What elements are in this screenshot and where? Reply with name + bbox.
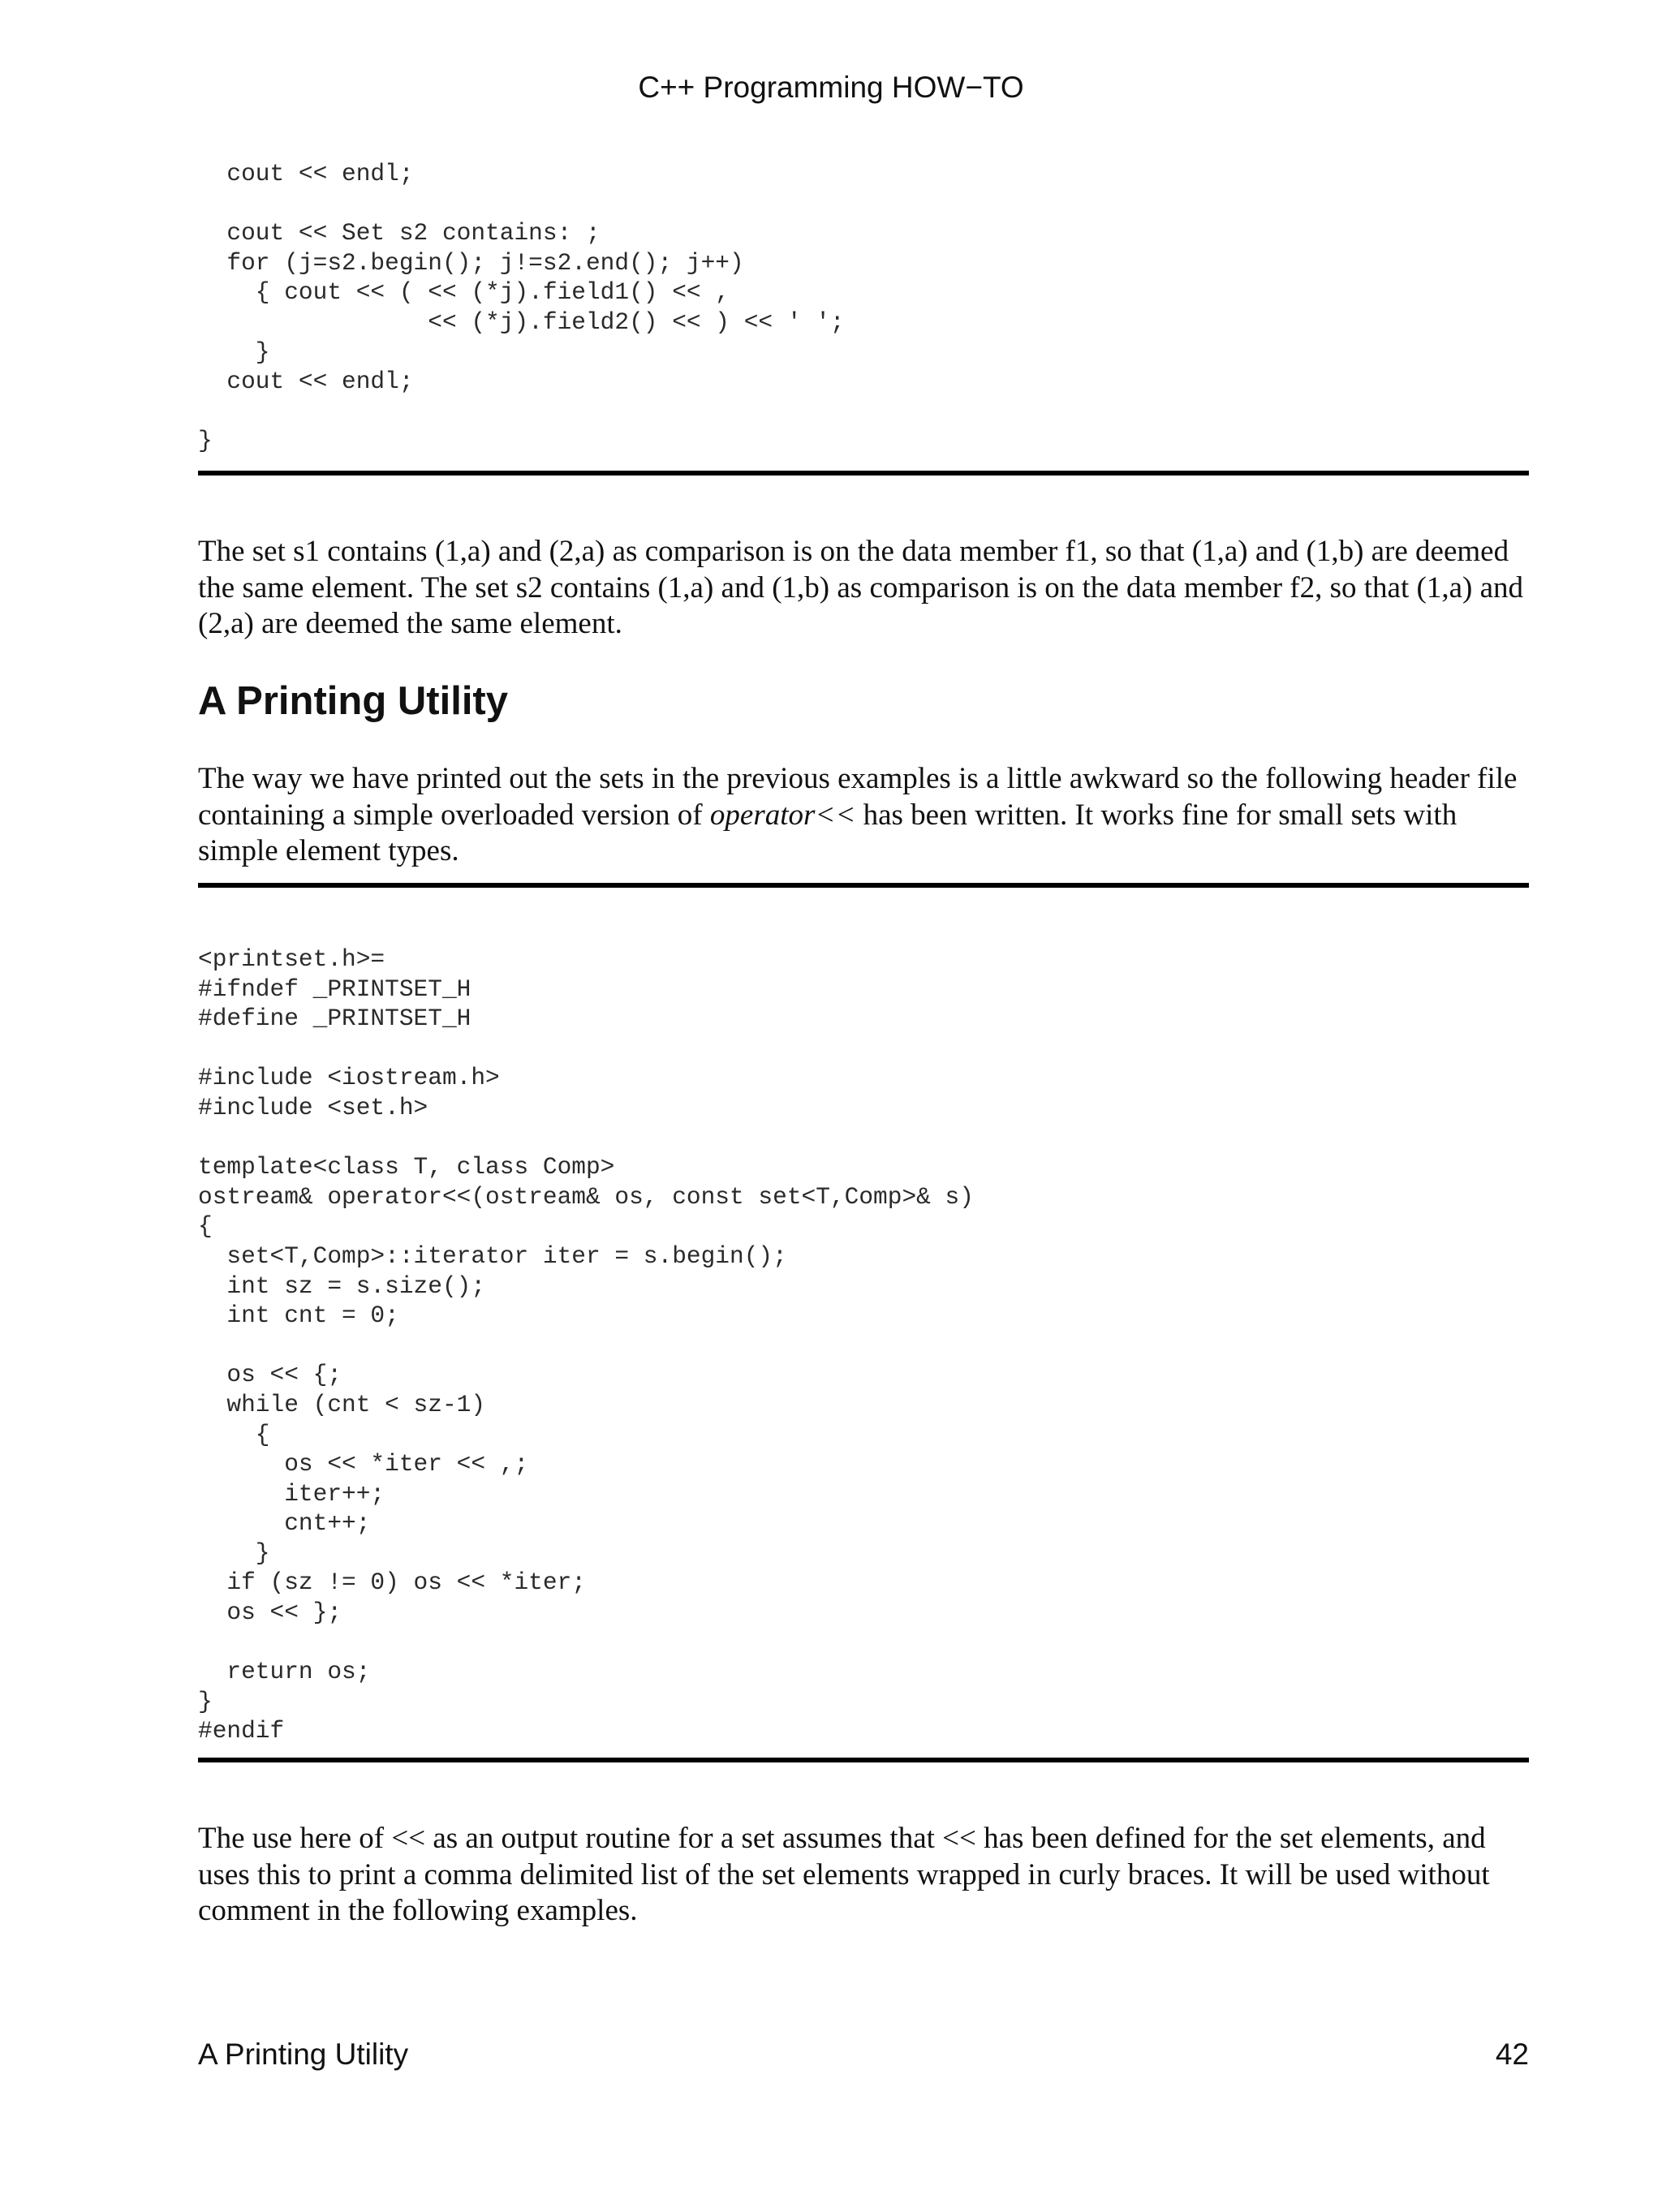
paragraph-text: The set s1 contains (1,a) and (2,a) as comparison is on the data member f1, so that (1,a) and (1,b) are deemed the same element. The set s2 contains (1,a) and (1,b) as comparison is on the data member f2, so that (1,a) and (2,a) are deemed the same element.: [198, 535, 1523, 640]
code-block-top-rule: [198, 883, 1529, 888]
code-block-bottom-rule: [198, 471, 1529, 476]
paragraph-operator-usage: [198, 1821, 1529, 1930]
paragraph-text-start: The way we have printed out the sets in the previous examples is a little awkward so the following header file containing a simple overloaded version of: [198, 762, 1518, 832]
operator-emphasis: operator<<: [709, 798, 856, 832]
paragraph-printing-intro: [198, 761, 1529, 870]
code-listing-printset-h: <printset.h>= #ifndef _PRINTSET_H #define _PRINTSET_H #include <iostream.h> #include <set.h> template<class T, class Comp> ostream& operator<<(ostream& os, const set<T,Comp>& s) { set<T,Comp>::iterator iter = s.begin(); int sz = s.size(); int cnt = 0; os << {; while (cnt < sz-1) { os << *iter << ,; iter++; cnt++; } if (sz != 0) os << *iter; os << }; return os; } #endif: [198, 945, 974, 1745]
section-heading: A Printing Utility: [198, 679, 508, 723]
code-block-continuation: [198, 159, 1529, 456]
paragraph-set-comparison: [198, 534, 1529, 643]
code-listing-set-s2: cout << endl; cout << Set s2 contains: ; for (j=s2.begin(); j!=s2.end(); j++) { cout << ( << (*j).field1() << , << (*j).field2() << ) << ' '; } cout << endl; }: [198, 160, 845, 455]
code-block-bottom-rule-2: [198, 1758, 1529, 1762]
page-number: 42: [1495, 2038, 1529, 2071]
paragraph-text-end: has been written. It works fine for small sets with simple element types.: [198, 798, 1457, 867]
footer-section-name: A Printing Utility: [198, 2038, 409, 2071]
running-header: C++ Programming HOW−TO: [638, 71, 1024, 104]
section-heading-container: [198, 677, 1529, 725]
code-block-printset: [198, 945, 1529, 1746]
paragraph-text: The use here of << as an output routine for a set assumes that << has been defined for the set elements, and uses this to print a comma delimited list of the set elements wrapped in curly braces. It will be used without comment in the following examples.: [198, 1822, 1490, 1927]
paragraph-text: [198, 761, 1529, 870]
